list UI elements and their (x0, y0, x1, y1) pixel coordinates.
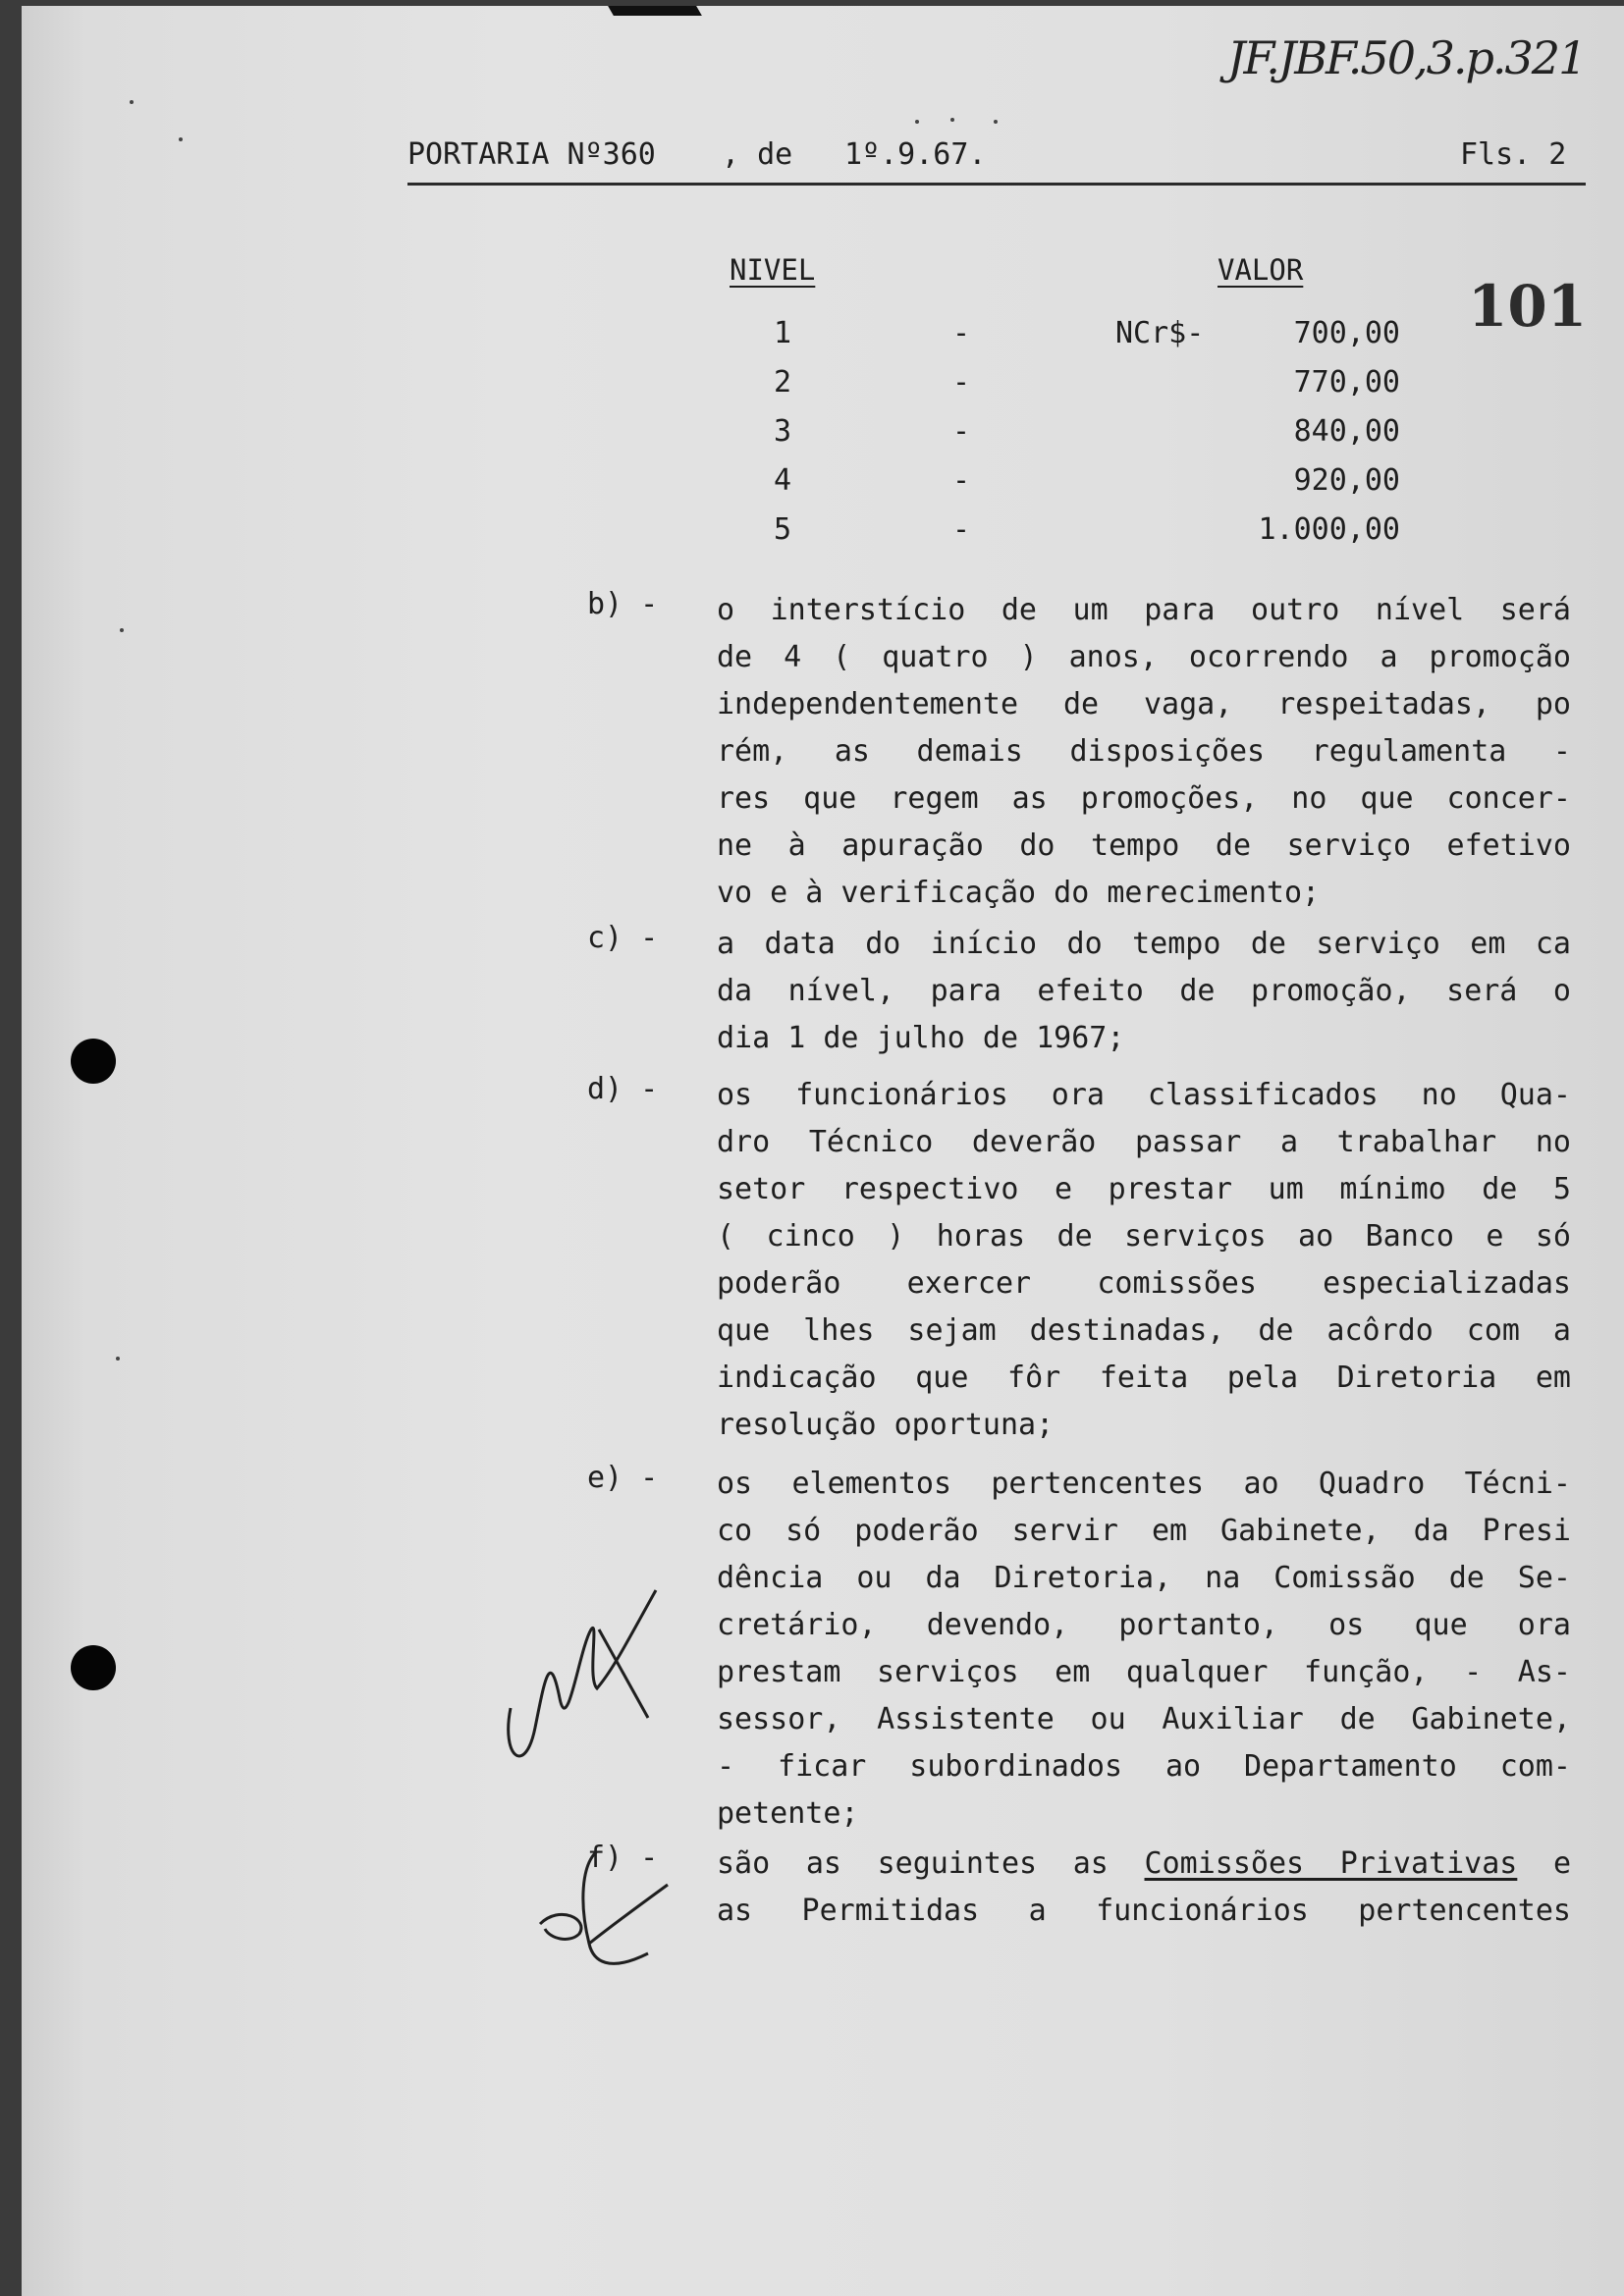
level-row (0, 463, 1624, 510)
text-line: a data do início do tempo de serviço em ca (717, 927, 1571, 961)
text-line: - ficar subordinados ao Departamento com- (717, 1749, 1571, 1784)
level-dash: - (952, 365, 971, 400)
paper-speck (179, 137, 183, 141)
text-line: vo e à verificação do merecimento; (717, 876, 1321, 910)
text-line: independentemente de vaga, respeitadas, po (717, 687, 1571, 721)
level-dash: - (952, 316, 971, 350)
portaria-date: 1º.9.67. (844, 137, 987, 172)
level-dash: - (952, 463, 971, 498)
level-number: 2 (774, 365, 792, 400)
text-line: o interstício de um para outro nível será (717, 593, 1571, 627)
level-row (0, 414, 1624, 461)
paragraph-label: c) - (587, 921, 659, 955)
paper-speck (950, 118, 954, 122)
text-line: ( cinco ) horas de serviços ao Banco e só (717, 1219, 1571, 1254)
paragraph-label: d) - (587, 1072, 659, 1106)
text-line: as Permitidas a funcionários pertencentes (717, 1894, 1571, 1928)
paragraph-label: f) - (587, 1841, 659, 1875)
level-row (0, 316, 1624, 363)
level-number: 3 (774, 414, 792, 449)
text-line: rém, as demais disposições regulamenta - (717, 734, 1571, 769)
paper-speck (130, 100, 134, 104)
level-value: 700,00 (1293, 316, 1400, 350)
text-line: poderão exercer comissões especializadas (717, 1266, 1571, 1301)
column-header-valor: VALOR (1218, 253, 1304, 287)
handwritten-initials (481, 1531, 677, 1787)
text-line: cretário, devendo, portanto, os que ora (717, 1608, 1571, 1642)
text-line: resolução oportuna; (717, 1408, 1055, 1442)
level-dash: - (952, 414, 971, 449)
level-value: 1.000,00 (1258, 512, 1400, 547)
paper-speck (120, 628, 124, 632)
text-line: petente; (717, 1796, 859, 1831)
paper-speck (915, 120, 919, 124)
level-value: 770,00 (1293, 365, 1400, 400)
header-rule (407, 183, 1586, 186)
text-fragment: são as seguintes as (717, 1846, 1145, 1881)
text-line: indicação que fôr feita pela Diretoria em (717, 1361, 1571, 1395)
column-header-nivel: NIVEL (730, 253, 816, 287)
level-value: 840,00 (1293, 414, 1400, 449)
underlined-term: Comissões Privativas (1144, 1846, 1518, 1881)
text-line: prestam serviços em qualquer função, - As- (717, 1655, 1571, 1689)
paper-tab-shadow (608, 6, 702, 16)
level-number: 5 (774, 512, 792, 547)
text-line: res que regem as promoções, no que concer- (717, 781, 1571, 816)
level-number: 4 (774, 463, 792, 498)
text-line: setor respectivo e prestar um mínimo de 5 (717, 1172, 1571, 1206)
text-line: sessor, Assistente ou Auxiliar de Gabinete, (717, 1702, 1571, 1736)
text-line: os funcionários ora classificados no Qua- (717, 1078, 1571, 1112)
text-fragment: e (1517, 1846, 1572, 1881)
text-line (717, 1841, 1571, 1888)
handwritten-mark (520, 1845, 677, 1983)
paper-speck (994, 120, 998, 124)
archive-reference-handwritten: JF.JBF.50,3.p.321 (1227, 31, 1586, 84)
level-dash: - (952, 512, 971, 547)
level-row (0, 365, 1624, 412)
text-line: da nível, para efeito de promoção, será o (717, 974, 1571, 1008)
document-header (407, 137, 1586, 187)
text-line: os elementos pertencentes ao Quadro Técni- (717, 1467, 1571, 1501)
punch-hole (71, 1645, 116, 1690)
text-line: de 4 ( quatro ) anos, ocorrendo a promoção (717, 640, 1571, 674)
header-de: , de (722, 137, 793, 172)
level-value: 920,00 (1293, 463, 1400, 498)
paper-speck (116, 1357, 120, 1361)
level-row (0, 512, 1624, 560)
text-line: co só poderão servir em Gabinete, da Presi (717, 1514, 1571, 1548)
text-line: ne à apuração do tempo de serviço efetivo (717, 828, 1571, 863)
text-line: dência ou da Diretoria, na Comissão de Se- (717, 1561, 1571, 1595)
currency-label: NCr$- (1115, 316, 1205, 350)
portaria-number: PORTARIA Nº360 (407, 137, 656, 172)
text-line: que lhes sejam destinadas, de acôrdo com a (717, 1313, 1571, 1348)
page-number-stamp: 101 (1468, 273, 1588, 340)
punch-hole (71, 1039, 116, 1084)
text-line: dia 1 de julho de 1967; (717, 1021, 1125, 1055)
page-reference: Fls. 2 (1460, 137, 1567, 172)
paragraph-label: b) - (587, 587, 659, 621)
level-number: 1 (774, 316, 792, 350)
text-line: dro Técnico deverão passar a trabalhar no (717, 1125, 1571, 1159)
paragraph-label: e) - (587, 1461, 659, 1495)
